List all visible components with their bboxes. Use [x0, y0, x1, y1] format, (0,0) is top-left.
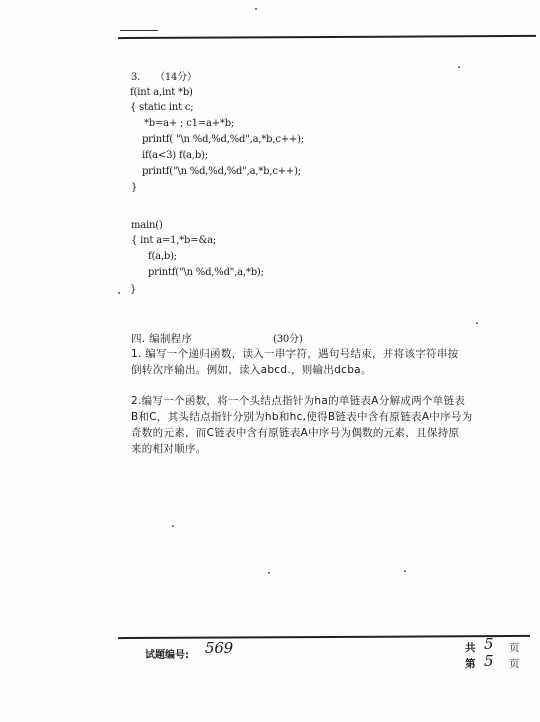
code-line: f(a,b);	[142, 251, 177, 262]
question1-text: 1. 编写一个递归函数，读入一串字符，遇句号结束，并将该字符串按	[131, 348, 459, 360]
code-line: main()	[131, 220, 163, 231]
bottom-rule	[118, 635, 530, 639]
total-pages-unit: 页	[509, 642, 520, 654]
scan-speck	[458, 66, 460, 68]
section4-score: (30分)	[273, 334, 303, 345]
scan-speck	[118, 292, 120, 294]
question2-text: 来的相对顺序。	[131, 443, 207, 455]
scan-speck	[255, 8, 257, 10]
code-line: { int a=1,*b=&a;	[131, 235, 217, 246]
total-pages-value: 5	[484, 635, 494, 653]
scan-speck	[404, 570, 406, 572]
top-rule	[118, 35, 536, 39]
current-page-label: 第	[465, 658, 476, 670]
exam-code-handwritten: 569	[205, 639, 234, 657]
code-line: }	[131, 182, 138, 193]
code-line: printf( "\n %d,%d,%d",a,*b,c++);	[136, 134, 304, 145]
scan-speck	[268, 572, 270, 574]
section4-title: 四. 编制程序	[131, 333, 193, 345]
scan-speck	[172, 525, 174, 527]
total-pages-label: 共	[465, 642, 476, 654]
question3-header: 3. （14分）	[131, 72, 197, 83]
code-line: }	[130, 284, 137, 295]
question2-text: B和C，其头结点指针分别为hb和hc,使得B链表中含有原链表A中序号为	[131, 411, 473, 423]
current-page-unit: 页	[509, 658, 520, 670]
code-line: printf("\n %d,%d",a,*b);	[142, 267, 264, 278]
question2-text: 奇数的元素，而C链表中含有原链表A中序号为偶数的元素，且保持原	[131, 427, 460, 439]
top-rule-tick	[120, 30, 158, 31]
question2-text: 2.编写一个函数，将一个头结点指针为ha的单链表A分解成两个单链表	[131, 395, 466, 407]
code-line: if(a<3) f(a,b);	[136, 150, 208, 161]
scan-speck	[476, 322, 478, 324]
code-line: { static int c;	[130, 102, 194, 113]
current-page-value: 5	[484, 652, 494, 670]
code-line: *b=a+ ; c1=a+*b;	[138, 118, 235, 129]
exam-code-label: 试题编号:	[145, 650, 189, 661]
code-line: printf("\n %d,%d,%d",a,*b,c++);	[136, 166, 301, 177]
code-line: f(int a,int *b)	[130, 87, 193, 98]
question1-text: 倒转次序输出。例如，读入abcd.，则输出dcba。	[131, 364, 372, 376]
